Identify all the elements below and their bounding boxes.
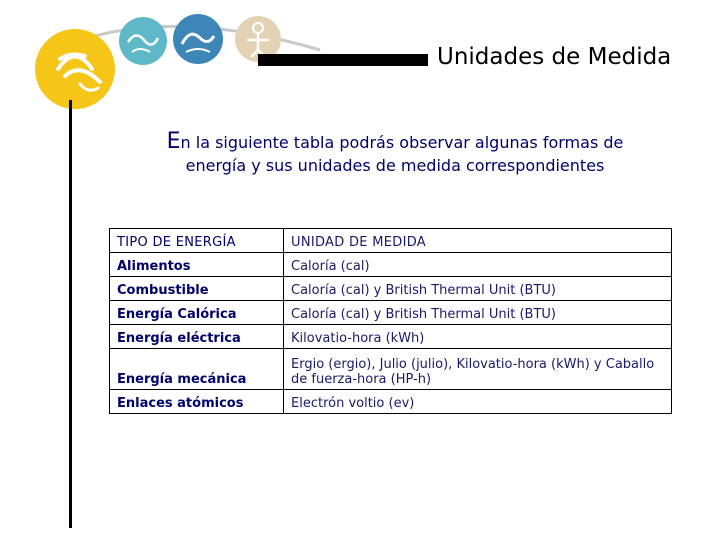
unit-cell: Electrón voltio (ev) (284, 390, 672, 414)
energy-type-cell: Energía eléctrica (110, 325, 284, 349)
energy-type-cell: Enlaces atómicos (110, 390, 284, 414)
energy-units-table (109, 228, 672, 414)
header-cell: UNIDAD DE MEDIDA (284, 229, 672, 253)
vertical-divider (69, 100, 72, 528)
table-row (110, 301, 672, 325)
blue-wave-circle-icon (173, 14, 223, 64)
unit-cell: Caloría (cal) y British Thermal Unit (BTU) (284, 301, 672, 325)
intro-text (120, 130, 670, 177)
table-row (110, 325, 672, 349)
table-row (110, 253, 672, 277)
drop-cap: E (166, 129, 181, 154)
table-header-row (110, 229, 672, 253)
table-row (110, 390, 672, 414)
unit-cell: Caloría (cal) y British Thermal Unit (BTU) (284, 277, 672, 301)
intro-line-2: energía y sus unidades de medida correspondientes (185, 156, 605, 175)
table-row (110, 349, 672, 390)
header-cell: TIPO DE ENERGÍA (110, 229, 284, 253)
header-bar (258, 54, 428, 66)
unit-cell: Ergio (ergio), Julio (julio), Kilovatio-hora (kWh) y Caballo de fuerza-hora (HP-h) (284, 349, 672, 390)
energy-type-cell: Energía Calórica (110, 301, 284, 325)
teal-circle-icon (119, 17, 167, 65)
unit-cell: Caloría (cal) (284, 253, 672, 277)
intro-line-1: En la siguiente tabla podrás observar algunas formas de (166, 129, 624, 154)
energy-type-cell: Combustible (110, 277, 284, 301)
table-row (110, 277, 672, 301)
unit-cell: Kilovatio-hora (kWh) (284, 325, 672, 349)
energy-type-cell: Energía mecánica (110, 349, 284, 390)
sun-logo-icon (35, 29, 115, 109)
energy-type-cell: Alimentos (110, 253, 284, 277)
page-title: Unidades de Medida (437, 44, 672, 70)
